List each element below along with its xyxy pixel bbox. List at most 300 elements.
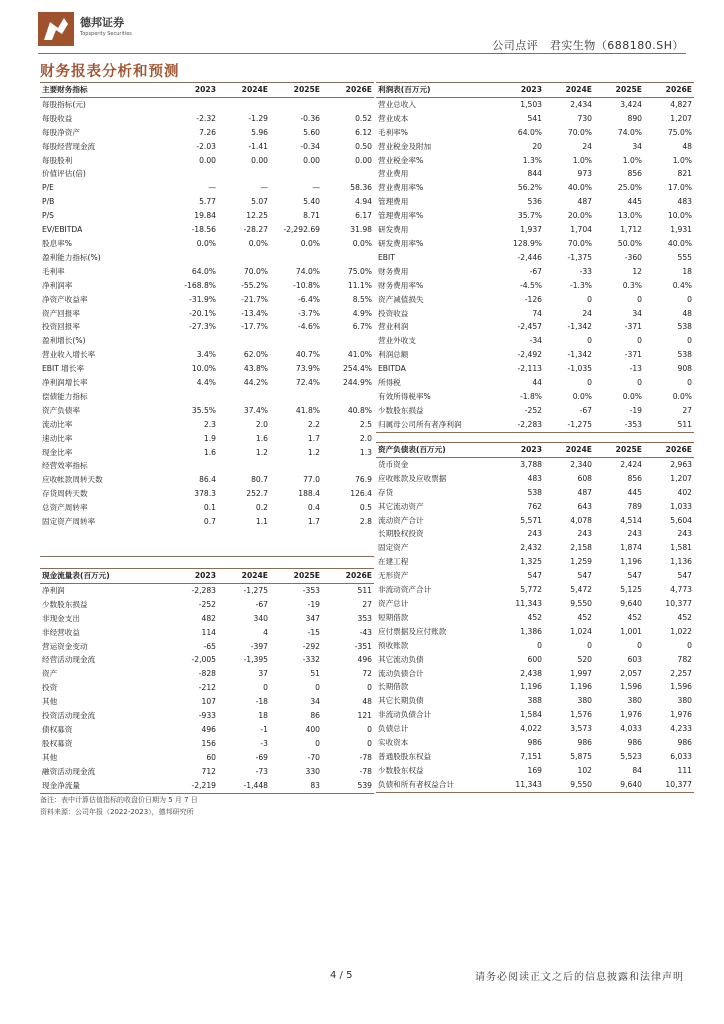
value-cell: 547 [527,571,542,581]
value-cell: 9,640 [594,778,644,792]
value-cell [322,543,374,557]
table-row [376,334,694,348]
table-header-row [376,83,694,98]
value-cell: 0.0% [300,238,320,248]
table-row [376,597,694,611]
value-cell: 1.7 [307,517,320,527]
row-label: 少数股东损益 [42,599,88,609]
value-cell: -360 [624,252,642,262]
year-header-cell: 2024E [544,443,594,458]
value-cell: 6.7% [352,322,372,332]
table-row [40,237,374,251]
value-cell: 0.0% [622,391,642,401]
row-label: 普通股股东权益 [378,751,432,761]
value-cell: -252 [198,599,216,609]
row-label: 经营活动现金流 [42,655,96,665]
value-cell: -1,275 [243,585,268,595]
value-cell: 4,514 [620,515,642,525]
value-cell: 5,571 [520,515,542,525]
row-label: 存货周转天数 [42,489,88,499]
value-cell: — [312,183,320,193]
row-label: 营业总收入 [378,99,416,109]
value-cell: 20 [532,141,542,151]
row-label: 净利润增长率 [42,378,88,388]
value-cell: 380 [577,696,592,706]
row-label: 营业税金及附加 [378,141,432,151]
value-cell: 31.98 [350,225,372,235]
value-cell: 12 [632,266,642,276]
year-header-cell: 2023 [502,83,544,98]
value-cell [218,543,270,557]
value-cell: 102 [577,765,592,775]
value-cell: 1.3% [522,155,542,165]
value-cell: 0.52 [355,113,372,123]
row-label: 应收帐款周转天数 [42,475,103,485]
value-cell: 1,196 [570,682,592,692]
value-cell: 3,424 [620,99,642,109]
table-header-row [40,83,374,98]
table-row [376,209,694,223]
value-cell: 6.12 [355,127,372,137]
value-cell: 2,158 [570,543,592,553]
value-cell: 60 [206,752,216,762]
row-label: EBIT 增长率 [42,364,85,374]
key-metrics-table [40,82,374,557]
row-label: 现金净流量 [40,779,166,793]
value-cell: 74.0% [295,266,320,276]
value-cell: -2.32 [196,113,216,123]
table-row [40,126,374,140]
value-cell: 5.96 [251,127,268,137]
table-row [376,778,694,792]
value-cell: -65 [203,641,216,651]
row-label: 每股指标(元) [42,99,86,109]
value-cell: 0 [637,336,642,346]
value-cell: 48 [682,308,692,318]
value-cell: 0 [687,336,692,346]
value-cell: -2.03 [196,141,216,151]
value-cell: 18 [682,266,692,276]
table-header-row [40,569,374,584]
value-cell: 0 [637,294,642,304]
table-row [40,181,374,195]
value-cell: 821 [677,169,692,179]
value-cell: 1.3 [359,447,372,457]
value-cell: 34 [310,697,320,707]
table-row [40,293,374,307]
value-cell: 4.94 [355,197,372,207]
value-cell [270,390,322,404]
value-cell: 19.84 [194,211,216,221]
value-cell: 244.9% [343,378,372,388]
value-cell: 70.0% [567,238,592,248]
table-row [40,667,374,681]
row-label: 现金比率 [42,447,73,457]
value-cell: 64.0% [517,127,542,137]
value-cell: -1.41 [248,141,268,151]
value-cell: 0 [587,378,592,388]
table-row [376,237,694,251]
value-cell: 1,196 [520,682,542,692]
value-cell [322,529,374,543]
table-row [40,390,374,404]
value-cell: 13.0% [617,211,642,221]
value-cell: 353 [357,613,372,623]
row-label: 投资回报率 [42,322,80,332]
value-cell: 4.4% [196,378,216,388]
value-cell: 5,125 [620,585,642,595]
value-cell: -27.3% [189,322,216,332]
value-cell: 48 [362,697,372,707]
value-cell: 24 [582,308,592,318]
value-cell: 169 [527,765,542,775]
value-cell: 20.0% [567,211,592,221]
value-cell [270,334,322,348]
value-cell: 1.2 [255,447,268,457]
value-cell: -2,113 [517,364,542,374]
table-title-cell: 利润表(百万元) [376,83,502,98]
table-row [40,362,374,376]
value-cell: 0.7 [203,517,216,527]
value-cell [218,97,270,111]
value-cell: 5.77 [199,197,216,207]
value-cell: 156 [201,738,216,748]
year-header-cell: 2025E [270,83,322,98]
table-row [40,626,374,640]
row-label: 管理费用率% [378,211,424,221]
value-cell: 11.1% [347,280,372,290]
value-cell: -19 [307,599,320,609]
value-cell: 0.1 [203,503,216,513]
value-cell: 380 [677,696,692,706]
table-title-cell: 主要财务指标 [40,83,166,98]
value-cell: 547 [577,571,592,581]
value-cell: 856 [627,169,642,179]
value-cell: 11,343 [502,778,544,792]
table-title-cell: 现金流量表(百万元) [40,569,166,584]
value-cell: -6.4% [297,294,320,304]
row-label: 利润总额 [378,350,409,360]
table-row [40,779,374,793]
value-cell: 58.36 [350,183,372,193]
value-cell: 0 [315,738,320,748]
value-cell [218,251,270,265]
table-row [40,459,374,473]
value-cell: 252.7 [246,489,268,499]
table-row [376,362,694,376]
table-row [376,348,694,362]
year-header-cell: 2026E [322,569,374,584]
value-cell: 44 [532,378,542,388]
row-label: 实收资本 [378,738,409,748]
value-cell: 0.3% [622,280,642,290]
value-cell: -1.29 [248,113,268,123]
row-label: 其它长期负债 [378,696,424,706]
value-cell [166,529,218,543]
value-cell: -3.7% [297,308,320,318]
value-cell: 7.26 [199,127,216,137]
table-row [40,307,374,321]
row-label: 预收账款 [378,640,409,650]
value-cell: -19 [629,405,642,415]
value-cell: 0.0% [196,238,216,248]
value-cell: 70.0% [567,127,592,137]
table-row [40,515,374,529]
row-label: 每股净资产 [42,127,80,137]
value-cell: 1,581 [670,543,692,553]
value-cell: -55.2% [241,280,268,290]
value-cell: 4,078 [570,515,592,525]
value-cell: -126 [524,294,542,304]
row-label: 投资 [42,683,58,693]
row-label: 投资活动现金流 [42,711,96,721]
logo-mark-icon [38,12,74,46]
value-cell: -21.7% [241,294,268,304]
value-cell: -18 [255,697,268,707]
value-cell: 75.0% [667,127,692,137]
row-label: 货币资金 [378,459,409,469]
value-cell: 0.4 [307,503,320,513]
value-cell: 4,022 [520,724,542,734]
value-cell: 3.4% [196,350,216,360]
value-cell: -252 [524,405,542,415]
value-cell: 2,432 [520,543,542,553]
value-cell: 483 [677,197,692,207]
row-label: 所得税 [378,378,401,388]
value-cell: 80.7 [251,475,268,485]
value-cell: 608 [577,473,592,483]
table-row [376,154,694,168]
table-row [40,529,374,543]
table-row [376,320,694,334]
value-cell: 0 [263,683,268,693]
value-cell: 0 [637,640,642,650]
value-cell: 111 [677,765,692,775]
value-cell: -31.9% [189,294,216,304]
value-cell: 10.0% [667,211,692,221]
row-label: 营业成本 [378,113,409,123]
table-row [40,695,374,709]
table-row [40,681,374,695]
value-cell [166,543,218,557]
value-cell: -13.4% [241,308,268,318]
value-cell: 1,207 [670,113,692,123]
company-name: 德邦证券 [80,16,124,29]
value-cell: 5,604 [670,515,692,525]
value-cell: 4 [263,627,268,637]
table-row [40,404,374,418]
value-cell: 555 [677,252,692,262]
row-label: 其他 [42,697,58,707]
value-cell: -67 [529,266,542,276]
value-cell: 496 [201,724,216,734]
value-cell: 40.7% [295,350,320,360]
row-label: 净利润 [42,585,65,595]
value-cell: -13 [629,364,642,374]
table-row [376,527,694,541]
value-cell: 1,386 [520,626,542,636]
row-label: 资产回报率 [42,308,80,318]
row-label: 负债和所有者权益合计 [376,778,502,792]
value-cell: -18.56 [191,225,216,235]
value-cell [166,390,218,404]
value-cell: 452 [677,612,692,622]
table-row [40,473,374,487]
row-label: 有效所得税率% [378,391,431,401]
value-cell: 77.0 [303,475,320,485]
value-cell: 0 [367,683,372,693]
row-label: 应付票据及应付账款 [378,626,447,636]
value-cell: -17.7% [241,322,268,332]
value-cell: 2.8 [359,517,372,527]
value-cell: 0.0% [672,391,692,401]
value-cell: 27 [682,405,692,415]
row-label: 每股经营现金流 [42,141,96,151]
value-cell: 86.4 [199,475,216,485]
row-label: 流动比率 [42,419,73,429]
value-cell: -78 [359,766,372,776]
row-label: P/B [42,197,55,207]
value-cell: 1,584 [520,710,542,720]
value-cell: -33 [579,266,592,276]
row-label: 短期借款 [378,612,409,622]
row-label: 营运资金变动 [42,641,88,651]
table-row [376,764,694,778]
value-cell: 0 [637,378,642,388]
value-cell: — [208,183,216,193]
row-label: 研发费用率% [378,238,424,248]
value-cell: 0.0% [352,238,372,248]
value-cell: 1.0% [622,155,642,165]
value-cell: 2.0 [255,419,268,429]
value-cell: 2.2 [307,419,320,429]
value-cell: 10,377 [644,778,694,792]
value-cell [218,334,270,348]
value-cell: 986 [627,738,642,748]
value-cell: -353 [594,418,644,432]
value-cell: -1,395 [243,655,268,665]
row-label: EBIT [378,252,395,262]
value-cell: 452 [627,612,642,622]
table-row [376,611,694,625]
table-row [40,432,374,446]
table-row [376,514,694,528]
value-cell [166,97,218,111]
value-cell: 0.00 [199,155,216,165]
row-label: 毛利率% [378,127,408,137]
row-label: EBITDA [378,364,406,374]
value-cell: 5,875 [570,751,592,761]
value-cell: 25.0% [617,183,642,193]
value-cell: -2,492 [517,350,542,360]
value-cell: 24 [582,141,592,151]
value-cell: 70.0% [243,266,268,276]
value-cell [270,529,322,543]
value-cell: 2.5 [359,419,372,429]
year-header-cell: 2026E [644,443,694,458]
row-label: 资产负债率 [42,405,80,415]
table-row [376,279,694,293]
income-statement-table [376,82,694,433]
row-label: 营业税金率% [378,155,424,165]
value-cell: 541 [527,113,542,123]
row-label: 少数股东权益 [378,765,424,775]
table-row [376,167,694,181]
value-cell: 0 [537,640,542,650]
value-cell: 44.2% [243,378,268,388]
value-cell: 600 [527,654,542,664]
value-cell: -43 [359,627,372,637]
table-row [376,112,694,126]
value-cell: 0 [367,738,372,748]
value-cell [270,251,322,265]
value-cell: 0.00 [355,155,372,165]
value-cell: 908 [677,364,692,374]
value-cell: 0 [587,294,592,304]
row-label: 毛利率 [42,266,65,276]
row-label: 资产总计 [378,598,409,608]
value-cell: 986 [677,738,692,748]
value-cell: 1,596 [620,682,642,692]
value-cell: 83 [270,779,322,793]
row-label: 财务费用 [378,266,409,276]
value-cell: -2,005 [191,655,216,665]
value-cell: 782 [677,654,692,664]
value-cell: 254.4% [343,364,372,374]
table-row [40,209,374,223]
row-label: 融资活动现金流 [42,766,96,776]
value-cell: 3,573 [570,724,592,734]
value-cell: 1,022 [670,626,692,636]
value-cell: -2,219 [166,779,218,793]
value-cell: 3,788 [520,459,542,469]
value-cell [166,167,218,181]
value-cell: 1,033 [670,501,692,511]
table-row [40,167,374,181]
value-cell: 5,772 [520,585,542,595]
value-cell: -70 [307,752,320,762]
row-label: 速动比率 [42,433,73,443]
value-cell: 48 [682,141,692,151]
value-cell: -2,283 [502,418,544,432]
row-label: 每股股利 [42,155,73,165]
value-cell: 378.3 [194,489,216,499]
row-label: 营业外收支 [378,336,416,346]
value-cell: -0.36 [300,113,320,123]
value-cell: -4.6% [297,322,320,332]
table-row [40,140,374,154]
table-row [40,195,374,209]
value-cell: -1 [260,724,268,734]
value-cell: 890 [627,113,642,123]
value-cell: 1,136 [670,557,692,567]
value-cell: 1,976 [670,710,692,720]
value-cell: 539 [322,779,374,793]
table-row [376,708,694,722]
value-cell: -28.27 [243,225,268,235]
row-label: 营业利润 [378,322,409,332]
value-cell: 5,472 [570,585,592,595]
value-cell: 538 [527,487,542,497]
value-cell: 1,024 [570,626,592,636]
table-row [376,265,694,279]
value-cell: 2,963 [670,459,692,469]
table-row [40,446,374,460]
value-cell [270,97,322,111]
table-row [40,376,374,390]
value-cell: 114 [201,627,216,637]
value-cell: 511 [644,418,694,432]
